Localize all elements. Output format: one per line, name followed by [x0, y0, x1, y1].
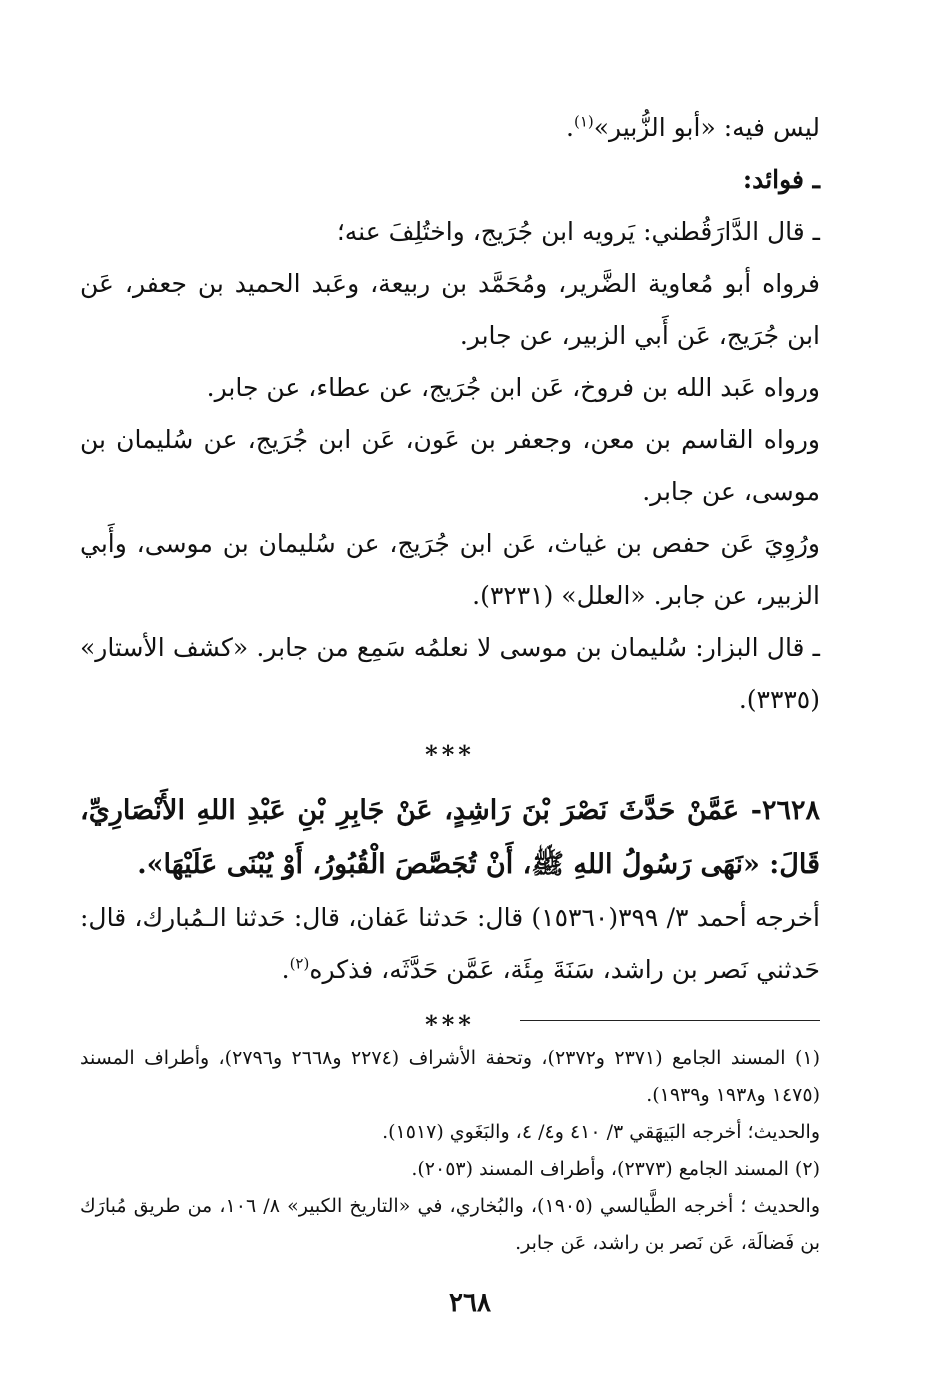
footnote-ref-2: (٢) [289, 954, 310, 973]
page-number: ٢٦٨ [449, 1288, 491, 1318]
hadith-text [80, 784, 820, 892]
paragraph-8 [80, 892, 820, 996]
paragraph-2: ـ قال الدَّارَقُطني: يَرويه ابن جُرَيج، واختُلِفَ عنه؛ [336, 217, 820, 246]
main-text [80, 102, 820, 1054]
fawaid-heading: ـ فوائد: [742, 165, 820, 194]
hadith-body: عَمَّنْ حَدَّثَ نَصْرَ بْنَ رَاشِدٍ، عَنْ جَابِرِ بْنِ عَبْدِ اللهِ الأَنْصَارِيِّ، قَالَ: «نَهَى رَسُولُ اللهِ ﷺ، أَنْ تُجَصَّصَ الْقُبُورُ، أَوْ يُبْنَى عَلَيْهَا». [80, 795, 820, 880]
paragraph-6: ورُوِيَ عَن حفص بن غياث، عَن ابن جُرَيج، عن سُليمان بن موسى، وأَبي الزبير، عن جابر. «العلل» (٣٢٣١). [80, 529, 820, 610]
paragraph-1-text: ليس فيه: «أبو الزُّبير» [593, 113, 820, 142]
paragraph-3: فرواه أبو مُعاوية الضَّرير، ومُحَمَّد بن ربيعة، وعَبد الحميد بن جعفر، عَن ابن جُرَيج، عَن أَبي الزبير، عن جابر. [80, 269, 820, 350]
paragraph-8-text: أخرجه أحمد ٣/ ٣٩٩(١٥٣٦٠) قال: حَدثنا عَفان، قال: حَدثنا الـمُبارك، قال: حَدثني نَصر بن راشد، سَنَةَ مِئَة، عَمَّن حَدَّثَه، فذكره [80, 903, 820, 984]
footnote-1: (١) المسند الجامع (٢٣٧١ و٢٣٧٢)، وتحفة الأشراف (٢٢٧٤ و٢٦٦٨ و٢٧٩٦)، وأطراف المسند (١٤٧٥ و١٩٣٨ و١٩٣٩). [80, 1047, 821, 1106]
paragraph-1-end: . [566, 113, 574, 142]
separator-stars-1: *** [425, 740, 475, 769]
footnote-ref-1: (١) [573, 112, 594, 131]
paragraph-4: ورواه عَبد الله بن فروخ، عَن ابن جُرَيج، عن عطاء، عن جابر. [206, 373, 820, 402]
paragraph-1 [80, 102, 820, 154]
footnote-1-cont: والحديث؛ أخرجه البَيهَقي ٣/ ٤١٠ و٤/ ٤، والبَغَوي (١٥١٧). [382, 1121, 820, 1143]
footnote-2: (٢) المسند الجامع (٢٣٧٣)، وأطراف المسند (٢٠٥٣). [411, 1158, 820, 1180]
footnotes [80, 1040, 820, 1262]
paragraph-8-end: . [281, 955, 290, 984]
paragraph-7: ـ قال البزار: سُليمان بن موسى لا نعلمُه سَمِع من جابر. «كشف الأستار» (٣٣٣٥). [80, 633, 820, 714]
hadith-number: ٢٦٢٨- [750, 795, 820, 826]
paragraph-5: ورواه القاسم بن معن، وجعفر بن عَون، عَن ابن جُرَيج، عن سُليمان بن موسى، عن جابر. [80, 425, 820, 506]
footnote-2-cont: والحديث ؛ أخرجه الطَّيالسي (١٩٠٥)، والبُخاري، في «التاريخ الكبير» ٨/ ١٠٦، من طريق مُبارَك بن فَضالَة، عَن نَصر بن راشد، عَن جابر. [80, 1195, 821, 1254]
footnote-divider [520, 1020, 820, 1021]
separator-stars-2: *** [425, 1010, 475, 1039]
